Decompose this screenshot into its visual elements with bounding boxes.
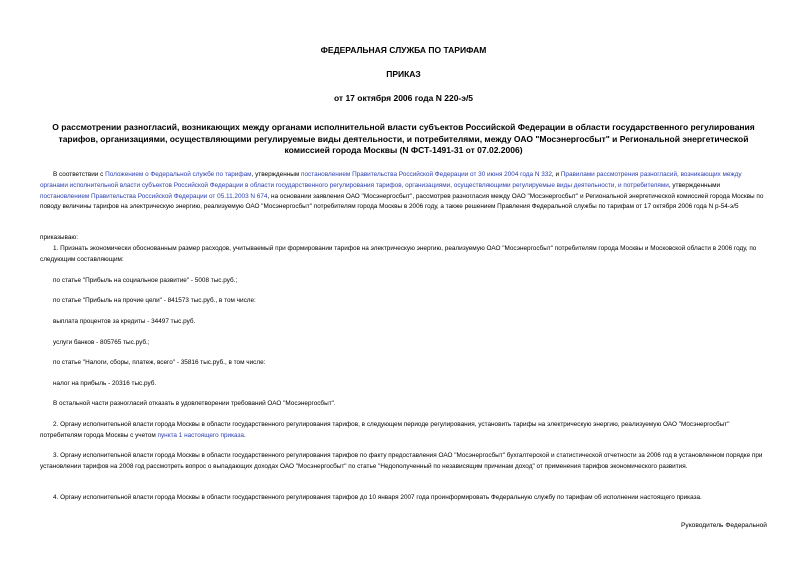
line-loan-interest: выплата процентов за кредиты - 34497 тыс.руб. (53, 318, 196, 325)
link-government-decree-332[interactable]: постановлением Правительства Российской Федерации от 30 июня 2004 года N 332 (301, 171, 552, 178)
document-title: О рассмотрении разногласий, возникающих между органами исполнительной власти субъектов Российской Федерации в области государственного регулирования тарифов, организациями, осуществляющими регулируемые виды деятельности, и потребителями, между ОАО "Мосэнергосбыт" и Региональной энергетической комиссией города Москвы (N ФСТ-1491-31 от 07.02.2006) (52, 122, 755, 155)
item-3-paragraph: 3. Органу исполнительной власти города Москвы в области государственного регулирования тарифов по факту предоставления ОАО "Мосэнергосбыт" бухгалтерской и статистической отчетности за 2006 год в установленном порядке при установлении тарифов на 2008 год рассмотреть вопрос о выпадающих доходах ОАО "Мосэнергосбыт" по статье "Недополученный по независящим причинам доход" от применения тарифов экономического развития. (40, 452, 763, 470)
signature-line: Руководитель Федеральной (681, 522, 767, 529)
line-other-profit: по статье "Прибыль на прочие цели" - 841573 тыс.руб., в том числе: (53, 297, 256, 304)
item-4-paragraph: 4. Органу исполнительной власти города Москвы в области государственного регулирования тарифов до 10 января 2007 года проинформировать Федеральную службу по тарифам об исполнении настоящего приказа. (53, 494, 702, 501)
preamble-text-2: , утвержденным (251, 171, 302, 178)
doc-type-heading: ПРИКАЗ (386, 69, 421, 79)
item-2-text-1: 2. Органу исполнительной власти города Москвы в области государственного регулирования тарифов, в следующем периоде регулирования, установить тарифы на электрическую энергию, реализуемую ОАО "Мосэнергосбыт" потребителям города Москвы с учетом (40, 421, 730, 439)
preamble-text-5: , на основании заявления ОАО "Мосэнергосбыт", рассмотрев разногласия между ОАО "Мосэнергосбыт" и Региональной энергетической комиссией города Москвы по поводу величины тарифов на электрическую энергию, реализуемую ОАО "Мосэнергосбыт" потребителям города Москвы в 2006 году, а также решением Правления Федеральной службы по тарифам от 17 октября 2006 года N р-54-э/5 (40, 192, 764, 211)
preamble-text-4: , утвержденными (668, 181, 721, 189)
item-2-text-2: . (243, 431, 246, 439)
item-2-paragraph (40, 420, 770, 442)
line-rejection: В остальной части разногласий отказать в удовлетворении требований ОАО "Мосэнергосбыт". (53, 400, 336, 407)
line-profit-tax: налог на прибыль - 20316 тыс.руб. (53, 380, 157, 387)
doc-date-heading: от 17 октября 2006 года N 220-э/5 (333, 93, 474, 103)
preamble-text-3: , и (551, 171, 561, 178)
line-taxes-total: по статье "Налоги, сборы, платеж, всего" - 35816 тыс.руб., в том числе: (53, 359, 266, 366)
line-bank-services: услуги банков - 805765 тыс.руб.; (53, 339, 150, 346)
order-word: приказываю: (40, 234, 78, 241)
link-government-decree-674[interactable]: постановлением Правительства Российской Федерации от 05.11.2003 N 674 (40, 192, 268, 200)
item-1-paragraph: 1. Признать экономически обоснованным размер расходов, учитываемый при формировании тарифов на электрическую энергию, реализуемую ОАО "Мосэнергосбыт" потребителям города Москвы и Московской области в 2006 году, по следующим составляющим: (40, 245, 757, 263)
preamble-text-1: В соответствии с (53, 171, 106, 178)
link-disagreement-rules[interactable]: Правилами рассмотрения разногласий, возникающих между органами исполнительной власти субъектов Российской Федерации в области государственного регулирования тарифов, организациями, осуществляющими регулируемые виды деятельности, и потребителями (40, 171, 742, 189)
link-fst-regulation[interactable]: Положением о Федеральной службе по тарифам (105, 171, 252, 178)
link-item-1[interactable]: пункта 1 настоящего приказа (157, 431, 244, 439)
line-social-profit: по статье "Прибыль на социальное развитие" - 5008 тыс.руб.; (53, 277, 238, 284)
preamble-paragraph (40, 170, 770, 213)
agency-heading: ФЕДЕРАЛЬНАЯ СЛУЖБА ПО ТАРИФАМ (320, 45, 487, 55)
